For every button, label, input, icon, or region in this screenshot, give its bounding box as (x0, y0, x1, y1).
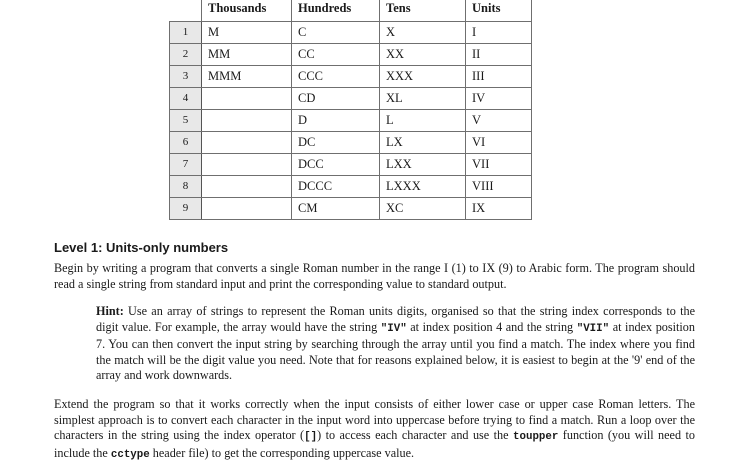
table-row (170, 176, 532, 198)
table-header-row (170, 0, 532, 22)
cell-tens: X (380, 22, 466, 44)
cell-tens: L (380, 110, 466, 132)
roman-numeral-table (169, 0, 532, 220)
hint-text: at index position 4 and the string (406, 319, 577, 334)
cell-hundreds: CD (292, 88, 380, 110)
code-snippet: cctype (110, 448, 150, 461)
table-row (170, 22, 532, 44)
table-row (170, 88, 532, 110)
cell-tens: LX (380, 132, 466, 154)
cell-thousands (202, 154, 292, 176)
cell-thousands: M (202, 22, 292, 44)
cell-thousands: MM (202, 44, 292, 66)
code-snippet: [] (304, 431, 318, 444)
intro-paragraph: Begin by writing a program that converts a single Roman number in the range I (1) to IX (9) to Arabic form. The program should read a single string from standard input and print the corresponding value to standard output. (54, 261, 695, 291)
cell-hundreds: C (292, 22, 380, 44)
table-row (170, 44, 532, 66)
cell-units: I (466, 22, 532, 44)
row-index: 5 (170, 110, 202, 132)
hint-label: Hint: (96, 304, 124, 318)
code-snippet: "VII" (576, 322, 610, 335)
extend-paragraph (54, 397, 695, 463)
cell-units: IX (466, 198, 532, 220)
cell-hundreds: DC (292, 132, 380, 154)
cell-tens: XL (380, 88, 466, 110)
row-index: 1 (170, 22, 202, 44)
header-units: Units (466, 0, 532, 22)
cell-thousands (202, 176, 292, 198)
row-index: 2 (170, 44, 202, 66)
extend-text: Extend the program so that it works correctly when the input consists of either lower case or upper case Roman letters. The simplest approach is to convert each character in the input word into uppercase before trying to find a match. Run a loop over the characters in the string using the index operator ( (54, 397, 695, 443)
row-index: 8 (170, 176, 202, 198)
cell-thousands (202, 88, 292, 110)
row-index: 7 (170, 154, 202, 176)
row-index: 6 (170, 132, 202, 154)
cell-hundreds: DCCC (292, 176, 380, 198)
cell-units: VII (466, 154, 532, 176)
row-index: 3 (170, 66, 202, 88)
extend-text: function (you will need to include the (54, 428, 695, 460)
cell-hundreds: CCC (292, 66, 380, 88)
table-corner-cell (170, 0, 202, 22)
cell-thousands (202, 110, 292, 132)
hint-paragraph (96, 304, 695, 384)
cell-thousands (202, 132, 292, 154)
hint-text: at index position 7. You can then convert the input string by searching through the array until you find a match. The index where you find the match will be the digit value you need. Note that for reasons explained below, it is easiest to begin at the '9' end of the array and work downwards. (96, 319, 695, 383)
code-snippet: toupper (513, 431, 559, 444)
table-row (170, 154, 532, 176)
cell-units: IV (466, 88, 532, 110)
header-thousands: Thousands (202, 0, 292, 22)
cell-tens: LXXX (380, 176, 466, 198)
cell-tens: XXX (380, 66, 466, 88)
cell-hundreds: CC (292, 44, 380, 66)
cell-units: II (466, 44, 532, 66)
table-row (170, 66, 532, 88)
table-row (170, 198, 532, 220)
extend-text: ) to access each character and use the (317, 428, 513, 443)
cell-tens: XC (380, 198, 466, 220)
hint-text: Use an array of strings to represent the Roman units digits, organised so that the string index corresponds to the digit value. For example, the array would have the string (96, 304, 695, 334)
cell-tens: XX (380, 44, 466, 66)
cell-hundreds: D (292, 110, 380, 132)
header-hundreds: Hundreds (292, 0, 380, 22)
cell-thousands: MMM (202, 66, 292, 88)
cell-tens: LXX (380, 154, 466, 176)
cell-units: III (466, 66, 532, 88)
cell-thousands (202, 198, 292, 220)
table-row (170, 132, 532, 154)
header-tens: Tens (380, 0, 466, 22)
section-heading: Level 1: Units-only numbers (54, 240, 229, 255)
extend-text: header file) to get the corresponding uppercase value. (149, 445, 415, 460)
cell-hundreds: CM (292, 198, 380, 220)
cell-hundreds: DCC (292, 154, 380, 176)
table-row (170, 110, 532, 132)
row-index: 9 (170, 198, 202, 220)
cell-units: VIII (466, 176, 532, 198)
row-index: 4 (170, 88, 202, 110)
cell-units: VI (466, 132, 532, 154)
cell-units: V (466, 110, 532, 132)
code-snippet: "IV" (380, 322, 407, 335)
